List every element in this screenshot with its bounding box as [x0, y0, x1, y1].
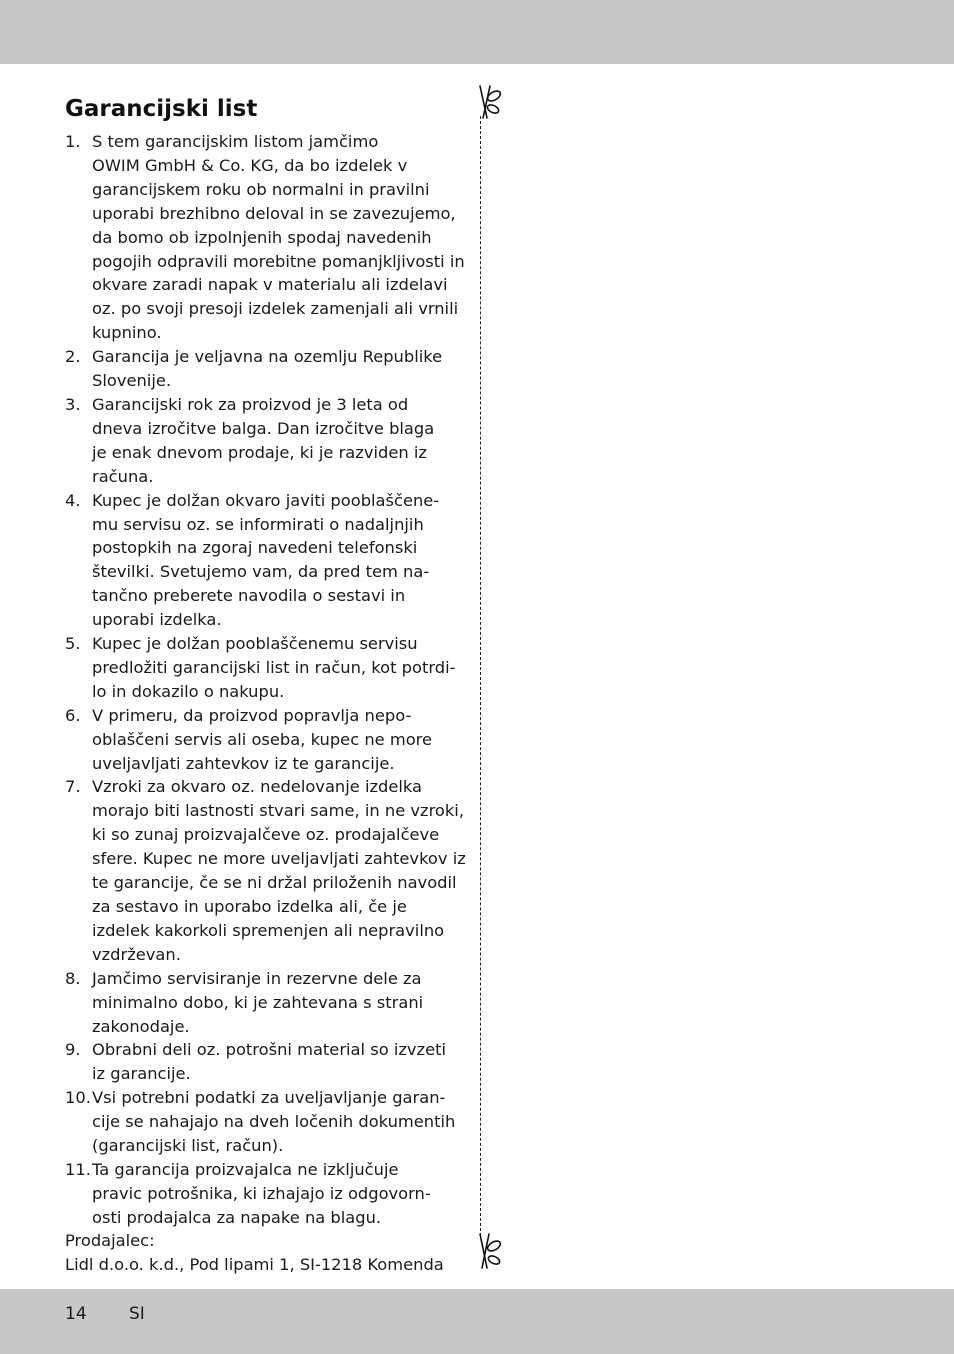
list-item-number: 7. [65, 777, 81, 797]
list-item-text-line: OWIM GmbH & Co. KG, da bo izdelek v [92, 155, 408, 175]
list-item-number: 11. [65, 1159, 91, 1179]
list-item [65, 130, 465, 345]
list-item [65, 345, 460, 393]
list-item-number: 3. [65, 394, 81, 414]
list-item-text-line: oblaščeni servis ali oseba, kupec ne more [92, 729, 433, 749]
list-item-number: 5. [65, 634, 81, 654]
list-item-text-line: lo in dokazilo o nakupu. [92, 681, 285, 701]
list-item-text-line: oz. po svoji presoji izdelek zamenjali ali vrnili [92, 299, 459, 319]
list-item-text-line: S tem garancijskim listom jamčimo [92, 132, 379, 151]
seller-label: Prodajalec: [65, 1231, 155, 1250]
list-item-text-line: (garancijski list, račun). [92, 1136, 284, 1156]
list-item-text-line: vzdrževan. [92, 944, 181, 964]
list-item [65, 1158, 460, 1230]
list-item-number: 9. [65, 1040, 81, 1060]
list-item-text-line: minimalno dobo, ki je zahtevana s strani [92, 992, 424, 1012]
list-item [65, 1086, 460, 1158]
scissors-icon [474, 1232, 506, 1272]
list-item-text-line: postopkih na zgoraj navedeni telefonski [92, 538, 418, 558]
list-item-text-line: dneva izročitve balga. Dan izročitve blaga [92, 418, 435, 438]
language-code: SI [129, 1304, 145, 1324]
list-item-text-line: ki so zunaj proizvajalčeve oz. prodajalčeve [92, 825, 440, 845]
scissors-icon [474, 84, 506, 124]
list-item-text-line: uporabi brezhibno deloval in se zavezujemo, [92, 203, 456, 223]
list-item-number: 6. [65, 705, 81, 725]
list-item-number: 1. [65, 132, 81, 151]
list-item-text-line: je enak dnevom prodaje, ki je razviden iz [92, 442, 427, 462]
page-number: 14 [65, 1304, 87, 1324]
list-item-text-line: okvare zaradi napak v materialu ali izdelavi [92, 275, 448, 295]
list-item [65, 489, 460, 632]
list-item-text-line: da bomo ob izpolnjenih spodaj navedenih [92, 227, 432, 247]
list-item-text-line: pogojih odpravili morebitne pomanjkljivosti in [92, 251, 465, 271]
list-item-text-line: Jamčimo servisiranje in rezervne dele za [92, 968, 422, 988]
cut-line [480, 116, 481, 1236]
list-item [65, 967, 460, 1039]
list-item-number: 8. [65, 968, 81, 988]
list-item-number: 4. [65, 490, 81, 510]
list-item-text-line: pravic potrošnika, ki izhajajo iz odgovorn- [92, 1183, 431, 1203]
list-item-text-line: tančno preberete navodila o sestavi in [92, 586, 406, 606]
list-item-text-line: Garancijski rok za proizvod je 3 leta od [92, 394, 409, 414]
list-item-text-line: številki. Svetujemo vam, da pred tem na- [92, 562, 430, 582]
list-item-text-line: uporabi izdelka. [92, 610, 222, 630]
list-item [65, 704, 460, 776]
list-item-text-line: Garancija je veljavna na ozemlju Republike [92, 347, 443, 367]
list-item-number: 10. [65, 1088, 91, 1108]
list-item-text-line: iz garancije. [92, 1064, 191, 1084]
list-item-text-line: kupnino. [92, 323, 162, 343]
seller-block [65, 1229, 465, 1277]
list-item-text-line: Vsi potrebni podatki za uveljavljanje garan- [92, 1088, 446, 1108]
list-item-text-line: cije se nahajajo na dveh ločenih dokumentih [92, 1112, 456, 1132]
list-item [65, 393, 460, 489]
list-item-text-line: sfere. Kupec ne more uveljavljati zahtevkov iz [92, 849, 466, 869]
list-item-text-line: garancijskem roku ob normalni in pravilni [92, 179, 430, 199]
list-item-text-line: Vzroki za okvaro oz. nedelovanje izdelka [92, 777, 423, 797]
list-item-text-line: te garancije, če se ni držal priloženih navodil [92, 873, 457, 893]
list-item [65, 632, 460, 704]
list-item-text-line: Kupec je dolžan okvaro javiti pooblaščene- [92, 490, 440, 510]
list-item-text-line: Slovenije. [92, 371, 172, 391]
list-item-text-line: izdelek kakorkoli spremenjen ali nepravilno [92, 920, 445, 940]
seller-address: Lidl d.o.o. k.d., Pod lipami 1, SI-1218 Komenda [65, 1254, 444, 1274]
list-item-number: 2. [65, 347, 81, 367]
list-item-text-line: Kupec je dolžan pooblaščenemu servisu [92, 634, 418, 654]
list-item-text-line: Ta garancija proizvajalca ne izključuje [92, 1159, 399, 1179]
list-item-text-line: računa. [92, 466, 154, 486]
header-band [0, 0, 954, 64]
list-item-text-line: V primeru, da proizvod popravlja nepo- [92, 705, 412, 725]
list-item-text-line: uveljavljati zahtevkov iz te garancije. [92, 753, 395, 773]
list-item-text-line: morajo biti lastnosti stvari same, in ne vzroki, [92, 801, 464, 821]
warranty-terms-list [65, 130, 466, 1230]
list-item-text-line: osti prodajalca za napake na blagu. [92, 1207, 382, 1227]
page-title: Garancijski list [65, 96, 258, 122]
list-item [65, 1038, 460, 1086]
list-item-text-line: mu servisu oz. se informirati o nadaljnjih [92, 514, 424, 534]
list-item-text-line: za sestavo in uporabo izdelka ali, če je [92, 897, 407, 916]
list-item-text-line: predložiti garancijski list in račun, kot potrdi- [92, 657, 456, 677]
list-item [65, 775, 466, 966]
list-item-text-line: Obrabni deli oz. potrošni material so izvzeti [92, 1040, 447, 1060]
list-item-text-line: zakonodaje. [92, 1016, 190, 1036]
